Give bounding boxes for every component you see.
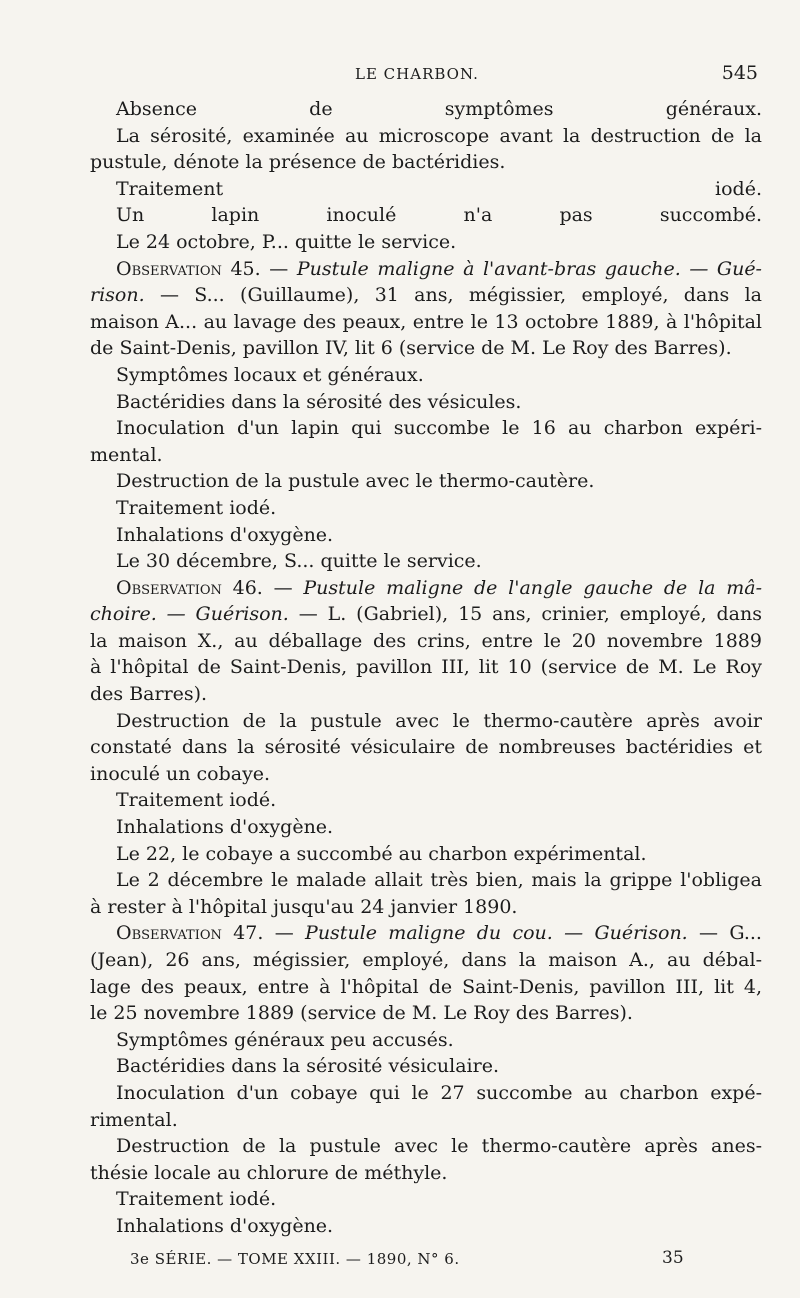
text-line: inoculé un cobaye. [90,762,271,785]
text-line: Absence de symptômes généraux. [116,98,762,120]
text-line: constaté dans la sérosité vésiculaire de nombreuses bactéridies et [90,736,762,759]
text-line: à l'hôpital de Saint-Denis, pavillon III, lit 10 (service de M. Le Roy [90,656,762,679]
text-line: Inhalations d'oxygène. [116,1214,334,1237]
observation-title: Pustule maligne du cou. — Guérison. [305,922,688,945]
text-line: Symptômes généraux peu accusés. [116,1028,454,1051]
observation-heading: Observation 47. — Pustule maligne du cou. — Guérison. — G... [116,922,762,945]
text-line: Traitement iodé. [116,1188,277,1211]
text-line: pustule, dénote la présence de bactéridies. [90,151,506,174]
text-line: Destruction de la pustule avec le thermo-cautère après avoir [116,709,762,732]
observation-heading: Observation 45. — Pustule maligne à l'avant-bras gauche. — Gué- [116,257,762,280]
text-line: Destruction de la pustule avec le thermo-cautère. [116,470,595,493]
text-line: La sérosité, examinée au microscope avant la destruction de la [116,124,762,147]
text-line: Un lapin inoculé n'a pas succombé. [116,204,762,227]
text-line: à rester à l'hôpital jusqu'au 24 janvier 1890. [90,895,518,918]
text-line: Inoculation d'un cobaye qui le 27 succombe au charbon expé- [116,1081,762,1104]
signature-mark: 3e SÉRIE. — TOME XXIII. — 1890, N° 6. [130,1250,460,1268]
body-text [90,96,762,1240]
text-line: Inhalations d'oxygène. [116,523,334,546]
text-line: rimental. [90,1108,178,1131]
text-line: Inoculation d'un lapin qui succombe le 16 au charbon expéri- [116,417,762,440]
observation-label: Observation 45. [116,257,261,280]
page-footer [0,1248,800,1278]
observation-label: Observation 46. [116,576,263,599]
signature-number: 35 [662,1248,684,1268]
text-line: Traitement iodé. [116,789,277,812]
text-line: Bactéridies dans la sérosité des vésicules. [116,390,522,413]
observation-heading: Observation 46. — Pustule maligne de l'angle gauche de la mâ- [116,576,762,599]
text-line: Symptômes locaux et généraux. [116,363,424,386]
text-line: Inhalations d'oxygène. [116,816,334,839]
text-line: Traitement iodé. [116,177,762,200]
text-line: Le 2 décembre le malade allait très bien, mais la grippe l'obligea [116,869,762,892]
text-line: des Barres). [90,683,208,706]
text-line: de Saint-Denis, pavillon IV, lit 6 (service de M. Le Roy des Barres). [90,337,732,360]
text-line: Le 24 octobre, P... quitte le service. [116,230,457,253]
text-line: Bactéridies dans la sérosité vésiculaire. [116,1055,499,1078]
text-line: thésie locale au chlorure de méthyle. [90,1161,448,1184]
observation-title: Pustule maligne de l'angle gauche de la mâ- [303,576,762,599]
text-line: Le 22, le cobaye a succombé au charbon expérimental. [116,842,647,865]
text-line: rison. — S... (Guillaume), 31 ans, mégissier, employé, dans la [90,284,762,307]
text-line: Le 30 décembre, S... quitte le service. [116,550,482,573]
text-line: mental. [90,443,163,466]
page-header [0,62,800,92]
page-number: 545 [721,62,758,84]
text-line: le 25 novembre 1889 (service de M. Le Roy des Barres). [90,1002,633,1025]
running-title: LE CHARBON. [355,65,479,83]
text-line: (Jean), 26 ans, mégissier, employé, dans la maison A., au débal- [90,949,762,971]
text-line: lage des peaux, entre à l'hôpital de Saint-Denis, pavillon III, lit 4, [90,975,762,998]
text-line: maison A... au lavage des peaux, entre le 13 octobre 1889, à l'hôpital [90,310,762,333]
text-line: la maison X., au déballage des crins, entre le 20 novembre 1889 [90,629,762,652]
observation-label: Observation 47. [116,922,264,945]
observation-title: Pustule maligne à l'avant-bras gauche. — Gué- [296,257,762,280]
text-line: choire. — Guérison. — L. (Gabriel), 15 ans, crinier, employé, dans [90,603,762,626]
text-line: Destruction de la pustule avec le thermo-cautère après anes- [116,1135,762,1158]
text-line: Traitement iodé. [116,496,277,519]
